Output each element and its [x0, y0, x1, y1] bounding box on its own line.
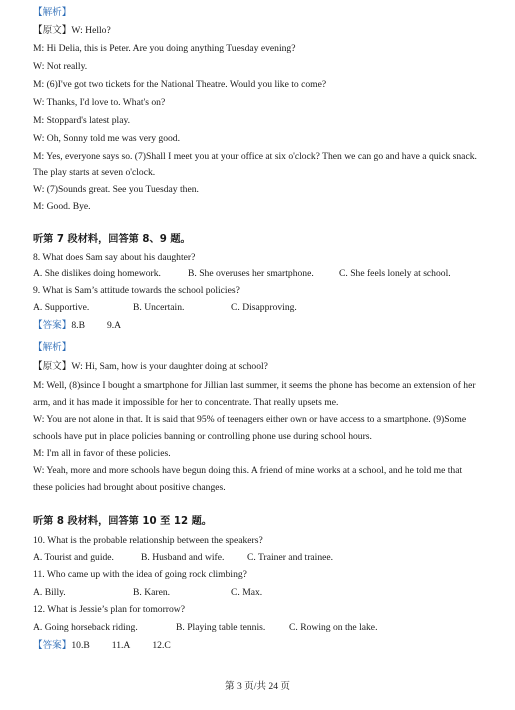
q9-option-c: C. Disapproving. [231, 302, 297, 313]
q9-option-a: A. Supportive. [33, 302, 90, 313]
transcript-line: W: Not really. [33, 61, 88, 72]
q12-option-b: B. Playing table tennis. [176, 622, 266, 633]
transcript-line: W: You are not alone in that. It is said that 95% of teenagers either own or have access to a smartphone. (9)Some [33, 414, 467, 425]
jiexi-label: 【解析】 [33, 7, 72, 18]
transcript-line: these policies had brought about positive changes. [33, 482, 226, 493]
transcript-line: M: Good. Bye. [33, 201, 91, 212]
transcript-line [33, 361, 268, 373]
q10-option-a: A. Tourist and guide. [33, 552, 114, 563]
answer-10: 10.B [71, 640, 90, 651]
answer-line [33, 320, 121, 332]
yuanwen-label: 【原文】 [33, 361, 72, 372]
q11-option-c: C. Max. [231, 587, 263, 598]
question-11: 11. Who came up with the idea of going rock climbing? [33, 569, 247, 580]
question-8: 8. What does Sam say about his daughter? [33, 252, 196, 263]
question-10: 10. What is the probable relationship between the speakers? [33, 535, 263, 546]
answer-11: 11.A [111, 640, 131, 651]
answer-label: 【答案】 [33, 640, 72, 651]
q12-option-c: C. Rowing on the lake. [289, 622, 378, 633]
transcript-line: M: Stoppard's latest play. [33, 115, 131, 126]
jiexi-label: 【解析】 [33, 342, 72, 353]
answer-label: 【答案】 [33, 320, 72, 331]
answer-9: 9.A [106, 320, 122, 331]
transcript-line: arm, and it has made it impossible for her to concentrate. That really upsets me. [33, 397, 339, 408]
transcript-line [33, 25, 111, 37]
transcript-line: M: (6)I've got two tickets for the National Theatre. Would you like to come? [33, 79, 327, 90]
q12-option-a: A. Going horseback riding. [33, 622, 138, 633]
q8-option-a: A. She dislikes doing homework. [33, 268, 161, 279]
transcript-line: W: (7)Sounds great. See you Tuesday then. [33, 184, 199, 195]
q8-option-c: C. She feels lonely at school. [339, 268, 451, 279]
answer-12: 12.C [152, 640, 171, 651]
answer-line [33, 640, 171, 652]
transcript-line: W: Yeah, more and more schools have begun doing this. A friend of mine works at a school, and he told me that [33, 465, 463, 476]
transcript-line: W: Thanks, I'd love to. What's on? [33, 97, 166, 108]
transcript-text: W: Hello? [71, 25, 111, 36]
section-8-heading: 听第 8 段材料，回答第 10 至 12 题。 [33, 516, 212, 527]
q8-option-b: B. She overuses her smartphone. [188, 268, 314, 279]
q10-option-b: B. Husband and wife. [141, 552, 225, 563]
page-number: 第 3 页/共 24 页 [224, 681, 291, 692]
transcript-line: W: Oh, Sonny told me was very good. [33, 133, 180, 144]
q11-option-a: A. Billy. [33, 587, 66, 598]
q10-option-c: C. Trainer and trainee. [247, 552, 334, 563]
transcript-line: M: Hi Delia, this is Peter. Are you doing anything Tuesday evening? [33, 43, 296, 54]
q9-option-b: B. Uncertain. [133, 302, 185, 313]
yuanwen-label: 【原文】 [33, 25, 72, 36]
transcript-text: W: Hi, Sam, how is your daughter doing at school? [71, 361, 268, 372]
transcript-line: schools have put in place policies banning or controlling phone use during school hours. [33, 431, 372, 442]
transcript-line: The play starts at seven o'clock. [33, 167, 156, 178]
question-12: 12. What is Jessie’s plan for tomorrow? [33, 604, 185, 615]
question-9: 9. What is Sam’s attitude towards the school policies? [33, 285, 240, 296]
answer-8: 8.B [71, 320, 85, 331]
q11-option-b: B. Karen. [133, 587, 171, 598]
section-7-heading: 听第 7 段材料，回答第 8、9 题。 [33, 234, 191, 245]
transcript-line: M: Well, (8)since I bought a smartphone for Jillian last summer, it seems the phone has become an extension of her [33, 380, 476, 391]
transcript-line: M: Yes, everyone says so. (7)Shall I meet you at your office at six o'clock? Then we can go and have a quick snack. [33, 151, 477, 162]
transcript-line: M: I'm all in favor of these policies. [33, 448, 171, 459]
